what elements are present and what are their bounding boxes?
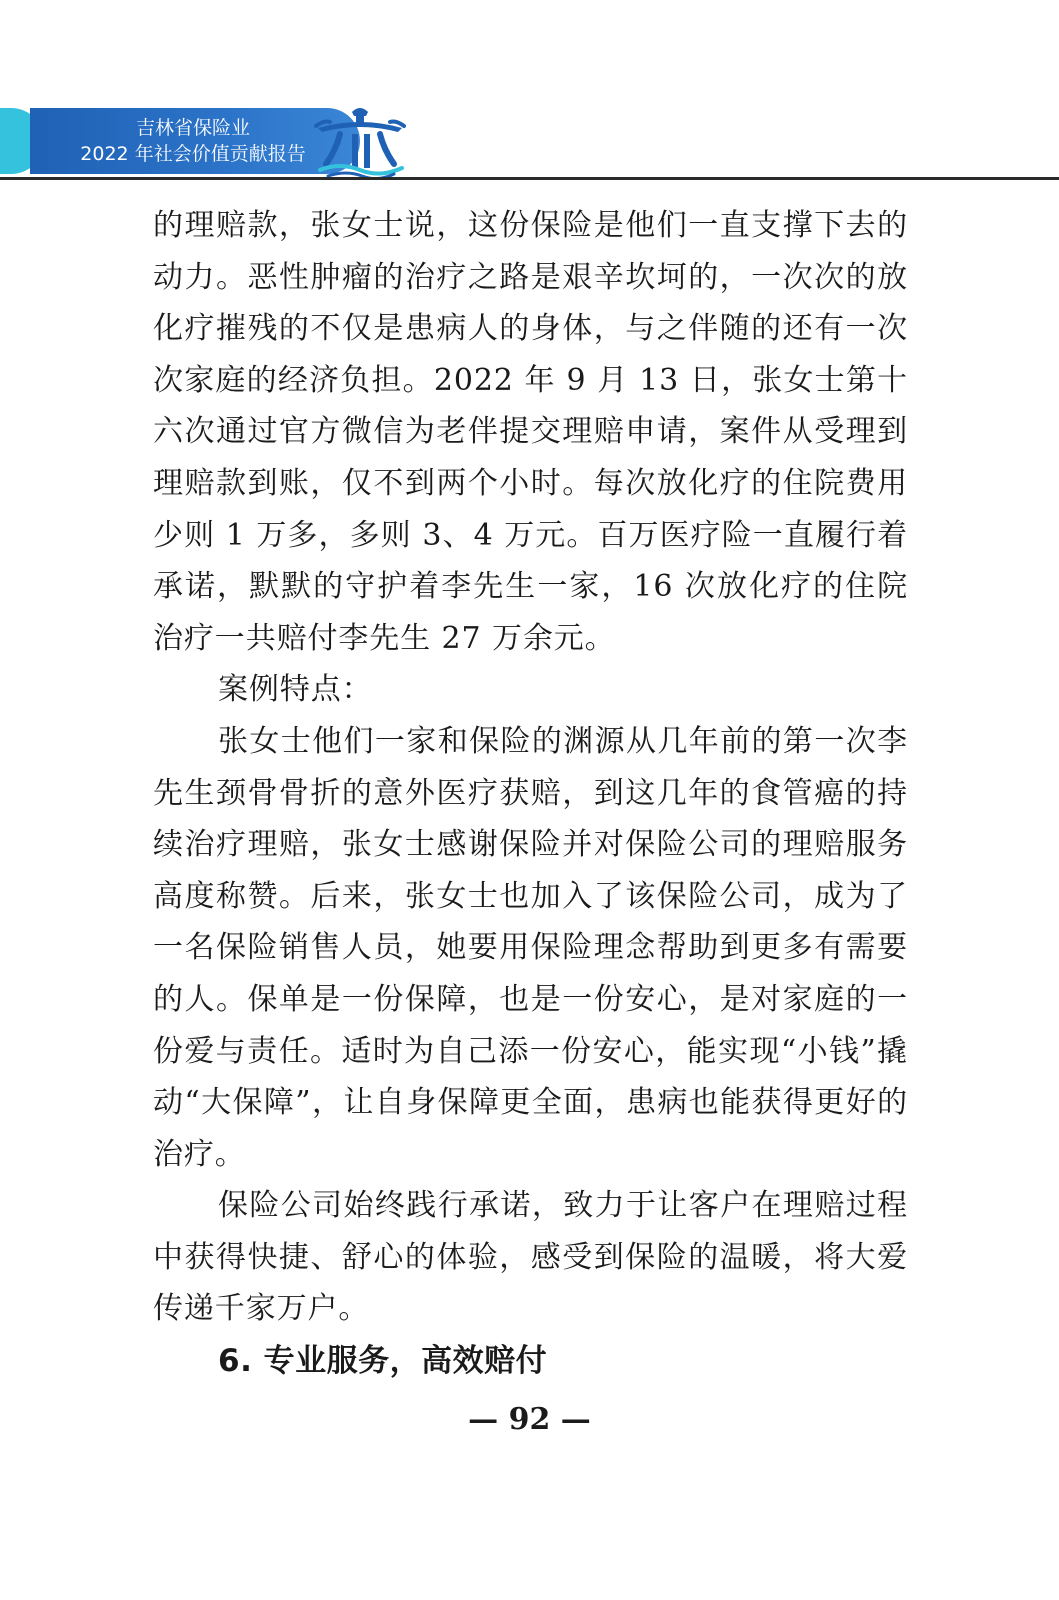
header-divider — [0, 177, 1059, 180]
report-title-line2: 2022 年社会价值贡献报告 — [80, 143, 306, 165]
report-title — [58, 115, 328, 167]
paragraph-claim-story: 的理赔款，张女士说，这份保险是他们一直支撑下去的动力。恶性肿瘤的治疗之路是艰辛坎坷的，一次次的放化疗摧残的不仅是患病人的身体，与之伴随的还有一次次家庭的经济负担。2022 年 9 月 13 日，张女士第十六次通过官方微信为老伴提交理赔申请，案件从受理到理赔款到账，仅不到两个小时。每次放化疗的住院费用少则 1 万多，多则 3、4 万元。百万医疗险一直履行着承诺，默默的守护着李先生一家，16 次放化疗的住院治疗一共赔付李先生 27 万余元。 — [153, 208, 908, 656]
pavilion-logo-icon — [314, 98, 406, 180]
paragraph-case-features: 张女士他们一家和保险的渊源从几年前的第一次李先生颈骨骨折的意外医疗获赔，到这几年的食管癌的持续治疗理赔，张女士感谢保险并对保险公司的理赔服务高度称赞。后来，张女士也加入了该保险公司，成为了一名保险销售人员，她要用保险理念帮助到更多有需要的人。保单是一份保障，也是一份安心，是对家庭的一份爱与责任。适时为自己添一份安心，能实现“小钱”撬动“大保障”，让自身保障更全面，患病也能获得更好的治疗。 — [153, 723, 908, 1172]
page-content — [153, 200, 908, 1387]
paragraph-case-features-label: 案例特点： — [218, 672, 373, 708]
paragraph-company-commitment: 保险公司始终践行承诺，致力于让客户在理赔过程中获得快捷、舒心的体验，感受到保险的温暖，将大爱传递千家万户。 — [153, 1188, 908, 1327]
page-number: — 92 — — [468, 1402, 591, 1437]
section-heading: 6. 专业服务，高效赔付 — [218, 1343, 548, 1380]
report-title-line1: 吉林省保险业 — [135, 117, 250, 139]
